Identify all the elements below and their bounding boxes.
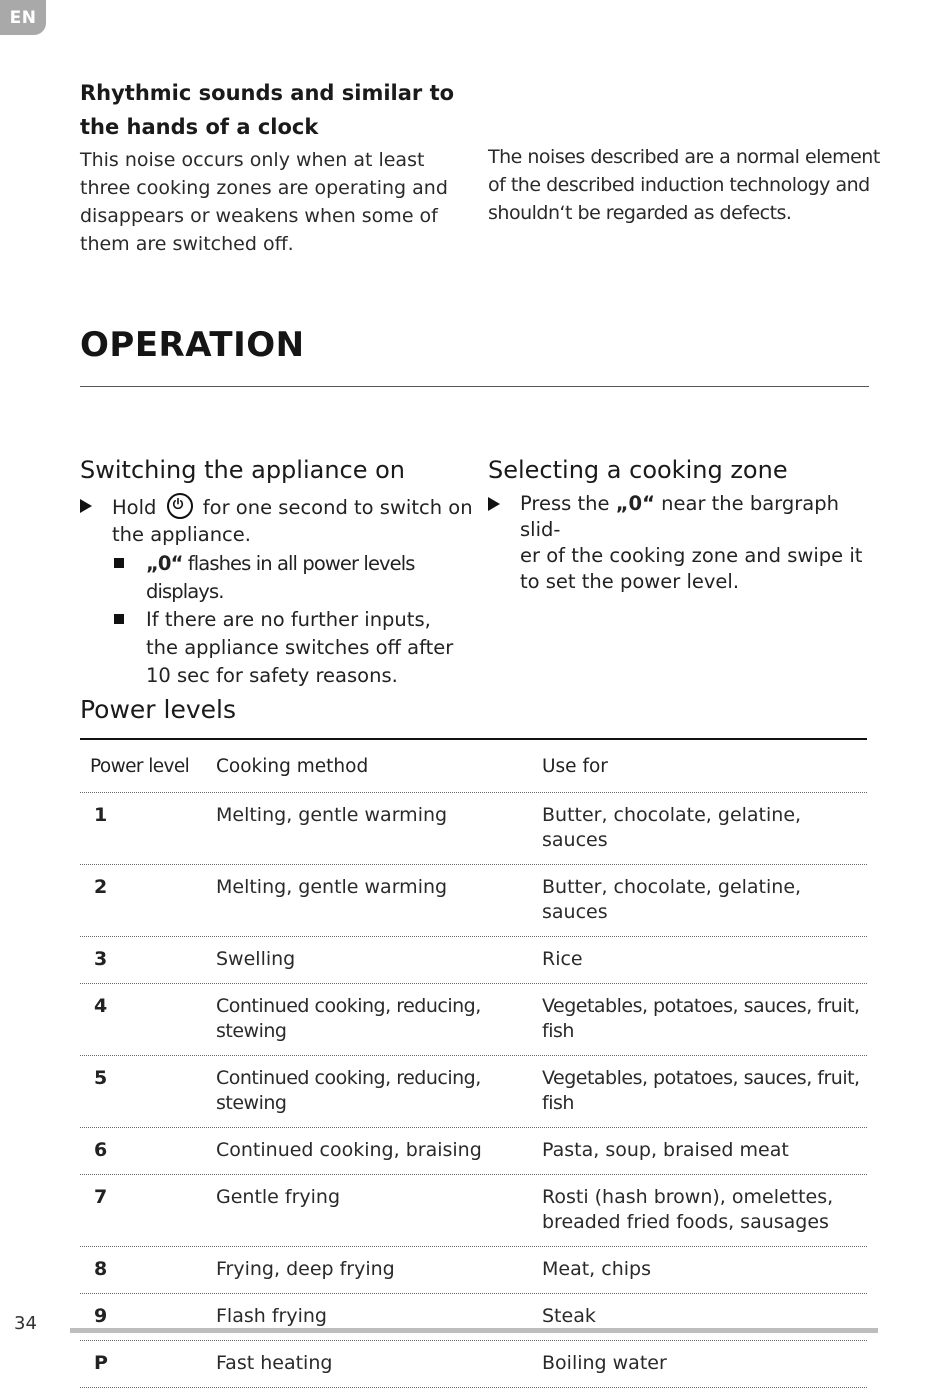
table-row	[80, 864, 867, 936]
step-text-post: for one second to switch on	[202, 496, 473, 519]
cell-use: Vegetables, potatoes, sauces, fruit, fish	[542, 1067, 860, 1114]
noise-text-line: This noise occurs only when at least	[80, 149, 425, 171]
cell-use	[542, 1175, 867, 1246]
table-row	[80, 936, 867, 983]
table-row	[80, 1174, 867, 1246]
cell-method: Flash frying	[216, 1305, 327, 1327]
cell-use: Rice	[542, 948, 583, 970]
cell-level: 5	[94, 1067, 108, 1089]
power-levels-title: Power levels	[80, 695, 237, 724]
step-bold-zero: „0“	[615, 492, 655, 515]
sub-bullet	[114, 606, 475, 690]
cell-method: Continued cooking, reducing, stewing	[216, 995, 481, 1042]
cell-method: Frying, deep frying	[216, 1258, 395, 1280]
table-row	[80, 1246, 867, 1293]
table-row	[80, 1055, 867, 1127]
column-header-cooking-method: Cooking method	[216, 755, 369, 777]
table-row	[80, 983, 867, 1055]
cell-use: Butter, chocolate, gelatine, sauces	[542, 876, 802, 923]
cell-level: 9	[94, 1305, 108, 1327]
page-number: 34	[14, 1313, 37, 1334]
arrow-bullet-icon	[488, 497, 500, 511]
table-row	[80, 1127, 867, 1174]
switch-on-step	[80, 493, 475, 548]
noise-text-line: them are switched off.	[80, 233, 294, 255]
selecting-zone-section	[488, 455, 883, 595]
cell-level: P	[94, 1352, 108, 1374]
noise-text-line: disappears or weakens when some of	[80, 205, 438, 227]
table-row	[80, 792, 867, 864]
cell-level: 2	[94, 876, 108, 898]
cell-use-line1: Rosti (hash brown), omelettes,	[542, 1186, 834, 1208]
power-icon	[167, 493, 193, 519]
cell-level: 7	[94, 1186, 108, 1208]
cell-level: 6	[94, 1139, 108, 1161]
table-header	[80, 738, 867, 792]
cell-method: Continued cooking, reducing, stewing	[216, 1067, 481, 1114]
column-header-power-level: Power level	[90, 755, 190, 777]
step-text-pre: Press the	[520, 492, 616, 515]
language-badge: EN	[0, 0, 46, 35]
table-row	[80, 1340, 867, 1388]
cell-use: Pasta, soup, braised meat	[542, 1139, 789, 1161]
cell-use: Vegetables, potatoes, sauces, fruit, fish	[542, 995, 860, 1042]
step-text-pre: Hold	[112, 496, 157, 519]
column-header-use-for: Use for	[542, 755, 608, 777]
cell-use: Steak	[542, 1305, 596, 1327]
bullet-text-line: 10 sec for safety reasons.	[146, 664, 398, 687]
noise-note	[488, 143, 888, 227]
select-zone-step	[488, 491, 883, 595]
cell-level: 3	[94, 948, 108, 970]
sub-bullet	[114, 550, 475, 606]
footer-bar	[70, 1328, 878, 1333]
switching-on-heading: Switching the appliance on	[80, 456, 406, 484]
cell-method: Melting, gentle warming	[216, 876, 448, 898]
bullet-text-line: If there are no further inputs,	[146, 608, 431, 631]
noise-text-line: three cooking zones are operating and	[80, 177, 448, 199]
noise-section	[80, 76, 460, 258]
noise-heading-line2: the hands of a clock	[80, 115, 319, 139]
step-text-rest: near the bargraph slid-	[520, 492, 839, 541]
step-text-line3: to set the power level.	[520, 570, 740, 593]
noise-note-line: of the described induction technology and	[488, 174, 870, 196]
bullet-text: flashes in all power levels displays.	[146, 552, 415, 603]
cell-use: Butter, chocolate, gelatine, sauces	[542, 804, 802, 851]
switch-on-sub-bullets	[114, 550, 475, 690]
noise-note-line: shouldn‘t be regarded as defects.	[488, 202, 792, 224]
cell-use-line2: breaded fried foods, sausages	[542, 1211, 829, 1233]
cell-use: Meat, chips	[542, 1258, 651, 1280]
step-text-line2: the appliance.	[112, 523, 251, 546]
cell-use: Boiling water	[542, 1352, 667, 1374]
cell-method: Swelling	[216, 948, 296, 970]
square-bullet-icon	[114, 558, 124, 568]
bullet-text-line: the appliance switches off after	[146, 636, 454, 659]
step-text-line2: er of the cooking zone and swipe it	[520, 544, 863, 567]
operation-title: OPERATION	[80, 325, 305, 365]
cell-level: 8	[94, 1258, 108, 1280]
cell-level: 1	[94, 804, 108, 826]
cell-method: Gentle frying	[216, 1186, 341, 1208]
selecting-zone-heading: Selecting a cooking zone	[488, 456, 788, 484]
cell-method: Fast heating	[216, 1352, 333, 1374]
cell-method: Melting, gentle warming	[216, 804, 448, 826]
arrow-bullet-icon	[80, 499, 92, 513]
operation-divider	[80, 386, 869, 387]
noise-heading-line1: Rhythmic sounds and similar to	[80, 81, 455, 105]
noise-note-line: The noises described are a normal element	[488, 146, 880, 168]
square-bullet-icon	[114, 614, 124, 624]
cell-level: 4	[94, 995, 108, 1017]
bullet-bold-zero: „0“	[146, 552, 183, 575]
cell-method: Continued cooking, braising	[216, 1139, 482, 1161]
switching-on-section	[80, 455, 475, 690]
power-levels-table	[80, 738, 867, 1388]
